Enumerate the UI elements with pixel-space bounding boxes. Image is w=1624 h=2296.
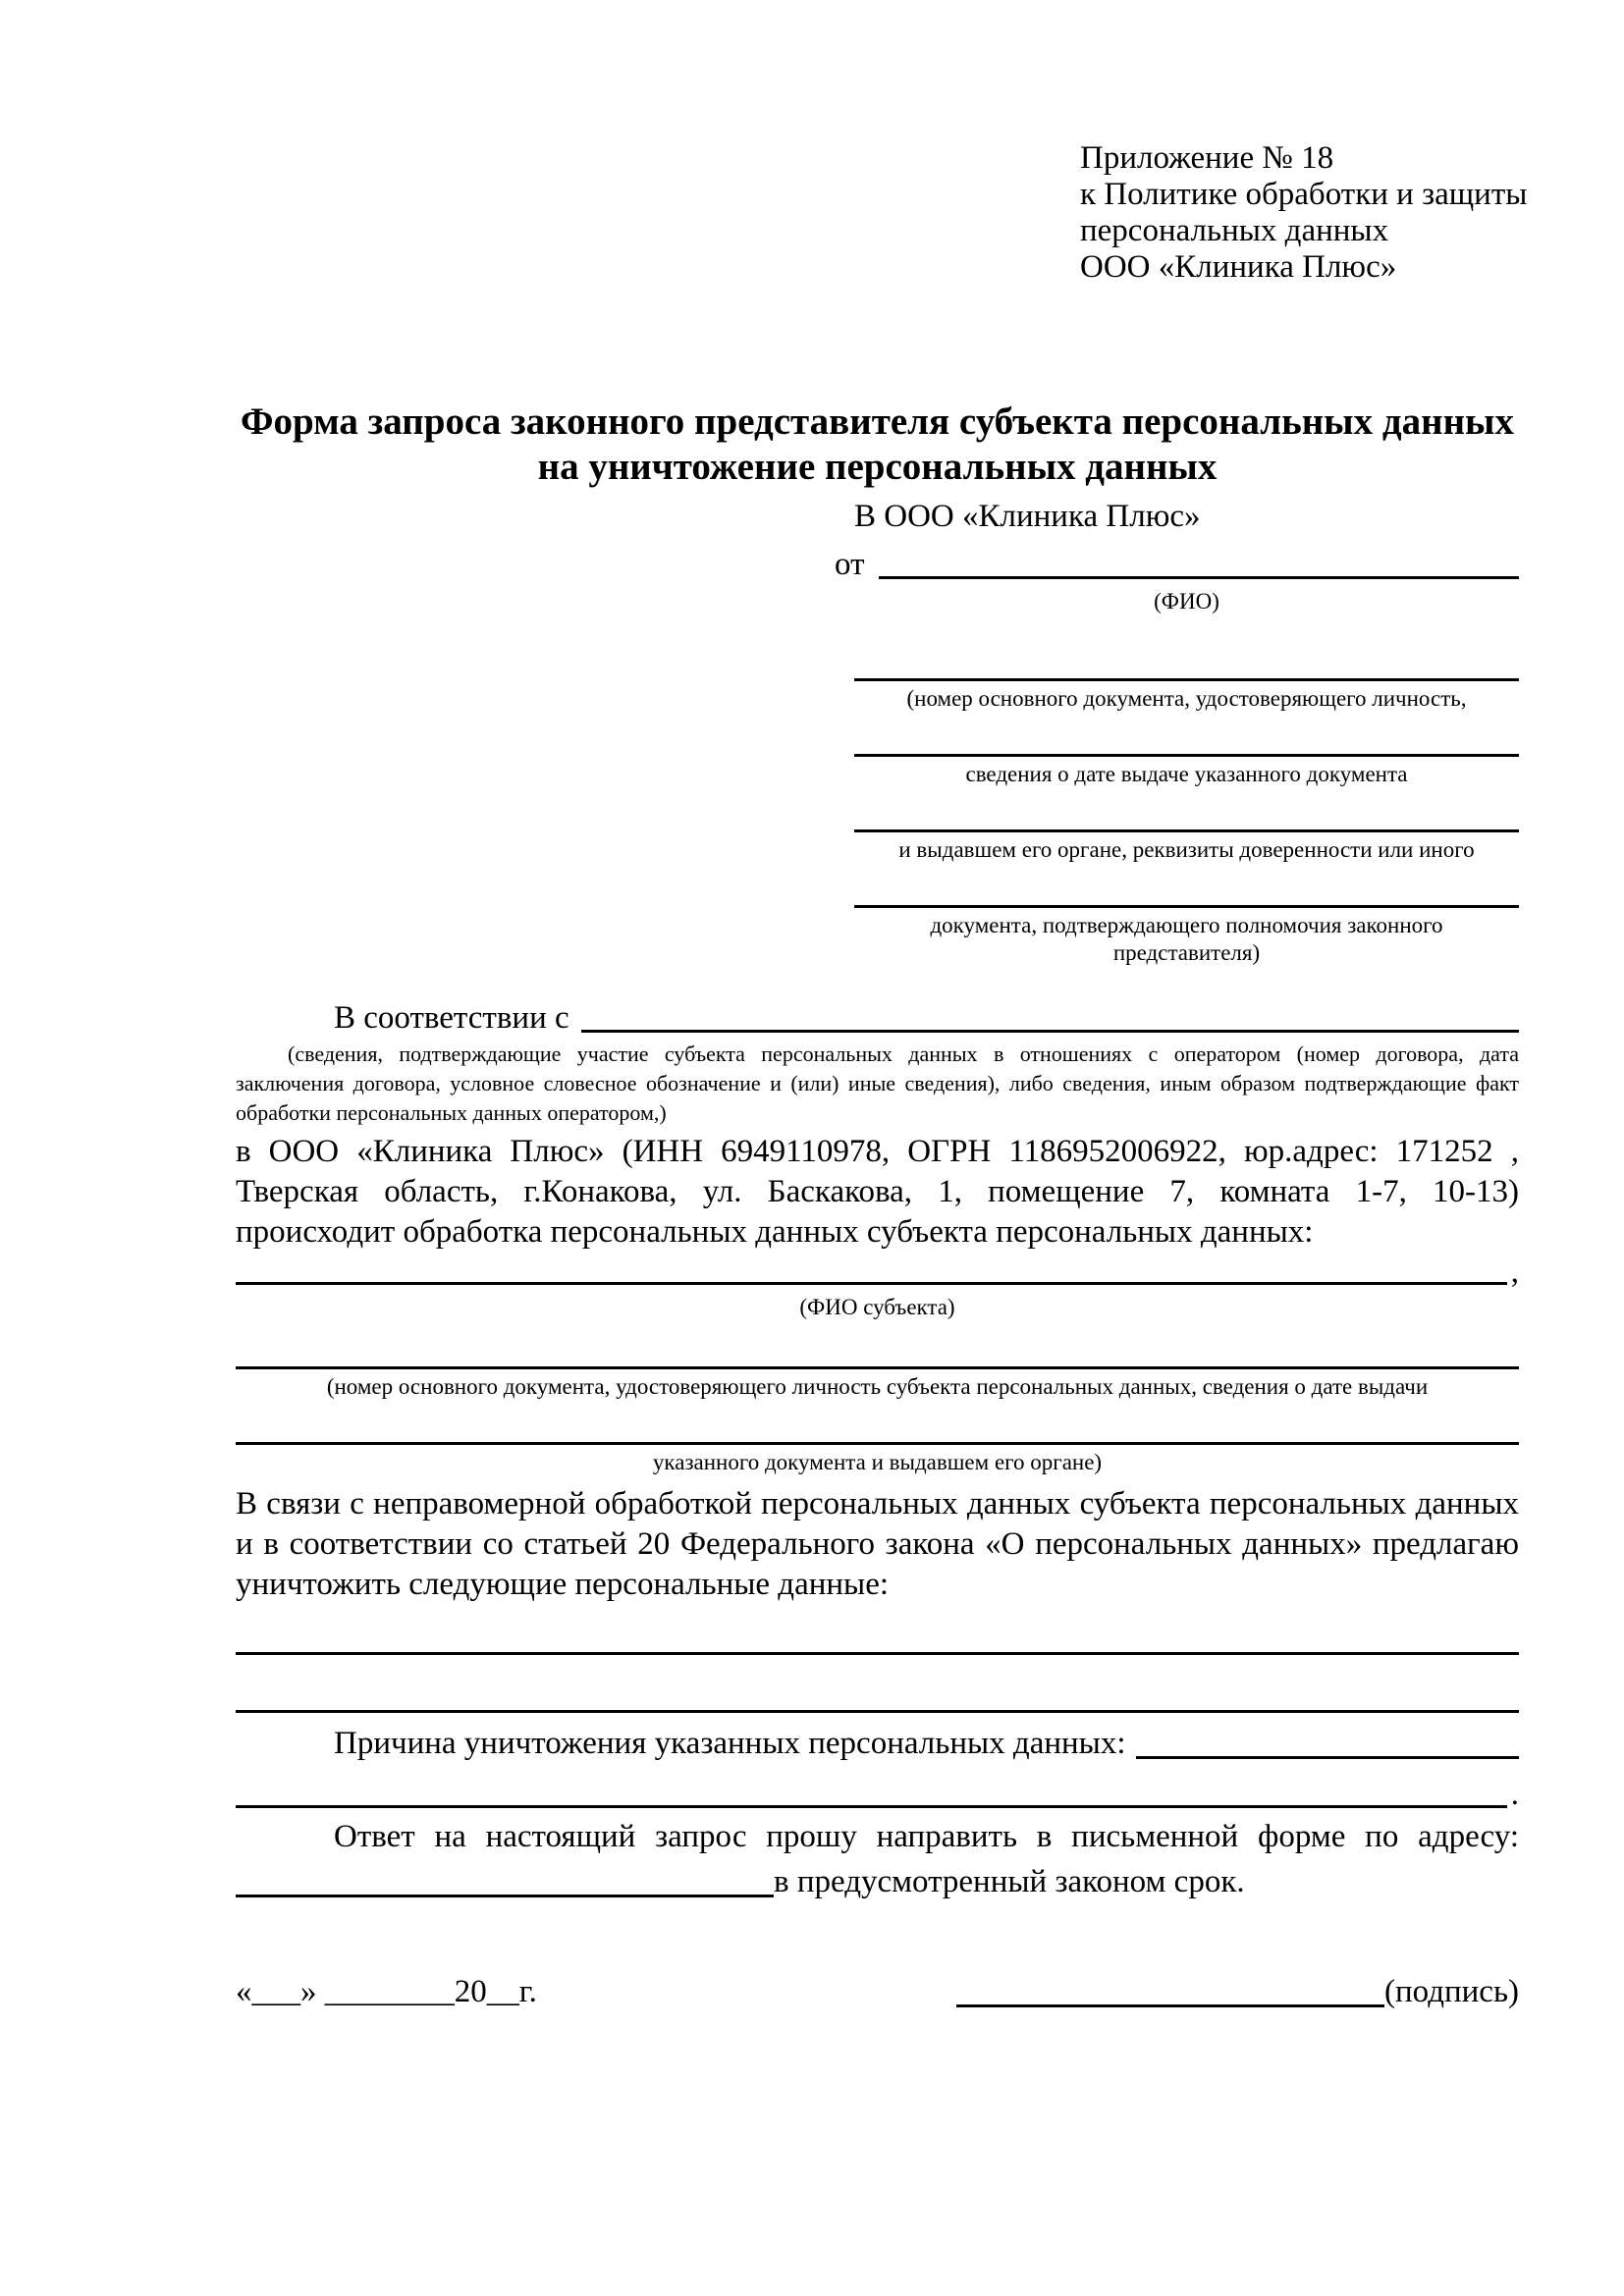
rep-doc-caption-1: (номер основного документа, удостоверяющего личность,: [906, 686, 1467, 711]
rep-doc-caption-4: документа, подтверждающего полномочия законного представителя): [930, 913, 1443, 965]
reason-continuation-row: [236, 1764, 1519, 1813]
accordance-note-line-2: заключения договора, условное словесное обозначение и (или) иные сведения), либо сведения, иным образом подтверждающие факт: [236, 1071, 1519, 1095]
accordance-note: [236, 1040, 1519, 1128]
rep-doc-group-3: [854, 796, 1519, 864]
signature-block: [956, 1971, 1519, 2012]
accordance-note-line-1: (сведения, подтверждающие участие субъекта персональных данных в отношениях с оператором (номер договора, дата: [288, 1041, 1519, 1066]
appendix-note: [1080, 140, 1528, 286]
reason-blank-line-2[interactable]: [236, 1805, 1507, 1808]
operator-paragraph-line-1: в ООО «Клиника Плюс» (ИНН 6949110978, ОГРН 1186952006922, юр.адрес: 171252 ,: [236, 1134, 1519, 1169]
appendix-note-line: ООО «Клиника Плюс»: [1080, 249, 1397, 285]
address-blank-line[interactable]: [236, 1895, 774, 1897]
reason-blank-line[interactable]: [1136, 1756, 1519, 1759]
operator-paragraph: [236, 1132, 1519, 1253]
appendix-note-line: к Политике обработки и защиты: [1080, 177, 1528, 212]
request-paragraph-line-1: В связи с неправомерной обработкой персональных данных субъекта персональных данных: [236, 1486, 1519, 1522]
reason-period: .: [1510, 1777, 1519, 1812]
rep-doc-caption-2: сведения о дате выдаче указанного документа: [965, 762, 1408, 786]
date-line[interactable]: «___» ________20__г.: [236, 1974, 537, 2009]
subject-doc-caption-2: указанного документа и выдавшем его органе): [652, 1450, 1103, 1474]
operator-paragraph-line-3: происходит обработка персональных данных субъекта персональных данных:: [236, 1214, 1314, 1250]
reason-row: [236, 1717, 1519, 1764]
signature-blank-line[interactable]: [956, 2004, 1384, 2007]
addressee-line: В ООО «Клиника Плюс»: [854, 499, 1201, 534]
destroy-data-blank-line-2[interactable]: [236, 1655, 1519, 1713]
accordance-lead: В соответствии с: [334, 1000, 569, 1036]
accordance-blank-line[interactable]: [581, 1030, 1519, 1033]
operator-paragraph-line-2: Тверская область, г.Конакова, ул. Баскакова, 1, помещение 7, комната 1-7, 10-13): [236, 1174, 1519, 1209]
subject-doc-blank-line-1[interactable]: [236, 1333, 1519, 1369]
rep-doc-group-1: [854, 639, 1519, 713]
from-row: [835, 537, 1519, 584]
appendix-note-line: Приложение № 18: [1080, 140, 1334, 176]
rep-doc-caption-3: и выдавшем его органе, реквизиты доверенности или иного: [898, 837, 1475, 862]
request-paragraph: [236, 1484, 1519, 1605]
signature-caption: (подпись): [1384, 1974, 1519, 2009]
request-paragraph-line-3: уничтожить следующие персональные данные:: [236, 1567, 890, 1602]
reason-label: Причина уничтожения указанных персональных данных:: [334, 1726, 1126, 1761]
form-title-line-2: на уничтожение персональных данных: [537, 446, 1218, 488]
destroy-data-blank-line-1[interactable]: [236, 1605, 1519, 1655]
date-signature-row: [236, 1967, 1519, 2012]
rep-doc-blank-line-4[interactable]: [854, 872, 1519, 908]
subject-fio-row: [236, 1253, 1519, 1290]
subject-fio-blank-line[interactable]: [236, 1282, 1507, 1285]
rep-doc-group-2: [854, 721, 1519, 788]
accordance-row: [236, 992, 1519, 1038]
fio-blank-line[interactable]: [879, 576, 1520, 579]
appendix-note-line: персональных данных: [1080, 213, 1389, 248]
response-tail-row: [236, 1857, 1519, 1902]
accordance-note-line-3: обработки персональных данных оператором,): [236, 1100, 667, 1125]
rep-doc-blank-line-2[interactable]: [854, 721, 1519, 757]
from-label: от: [835, 547, 865, 582]
subject-fio-comma: ,: [1510, 1255, 1519, 1290]
rep-doc-blank-line-1[interactable]: [854, 639, 1519, 681]
response-tail: в предусмотренный законом срок.: [774, 1864, 1245, 1899]
rep-doc-group-4: [854, 872, 1519, 967]
subject-doc-blank-line-2[interactable]: [236, 1409, 1519, 1445]
subject-doc-caption-1: (номер основного документа, удостоверяющего личность субъекта персональных данных, сведения о дате выдачи: [326, 1374, 1429, 1399]
form-title-line-1: Форма запроса законного представителя субъекта персональных данных: [240, 400, 1515, 443]
response-line: Ответ на настоящий запрос прошу направить в письменной форме по адресу:: [334, 1819, 1519, 1854]
request-paragraph-line-2: и в соответствии со статьей 20 Федерального закона «О персональных данных» предлагаю: [236, 1526, 1519, 1562]
form-title: [236, 400, 1519, 490]
rep-doc-blank-line-3[interactable]: [854, 796, 1519, 832]
subject-fio-caption: (ФИО субъекта): [799, 1295, 955, 1319]
fio-caption: (ФИО): [1154, 589, 1219, 614]
